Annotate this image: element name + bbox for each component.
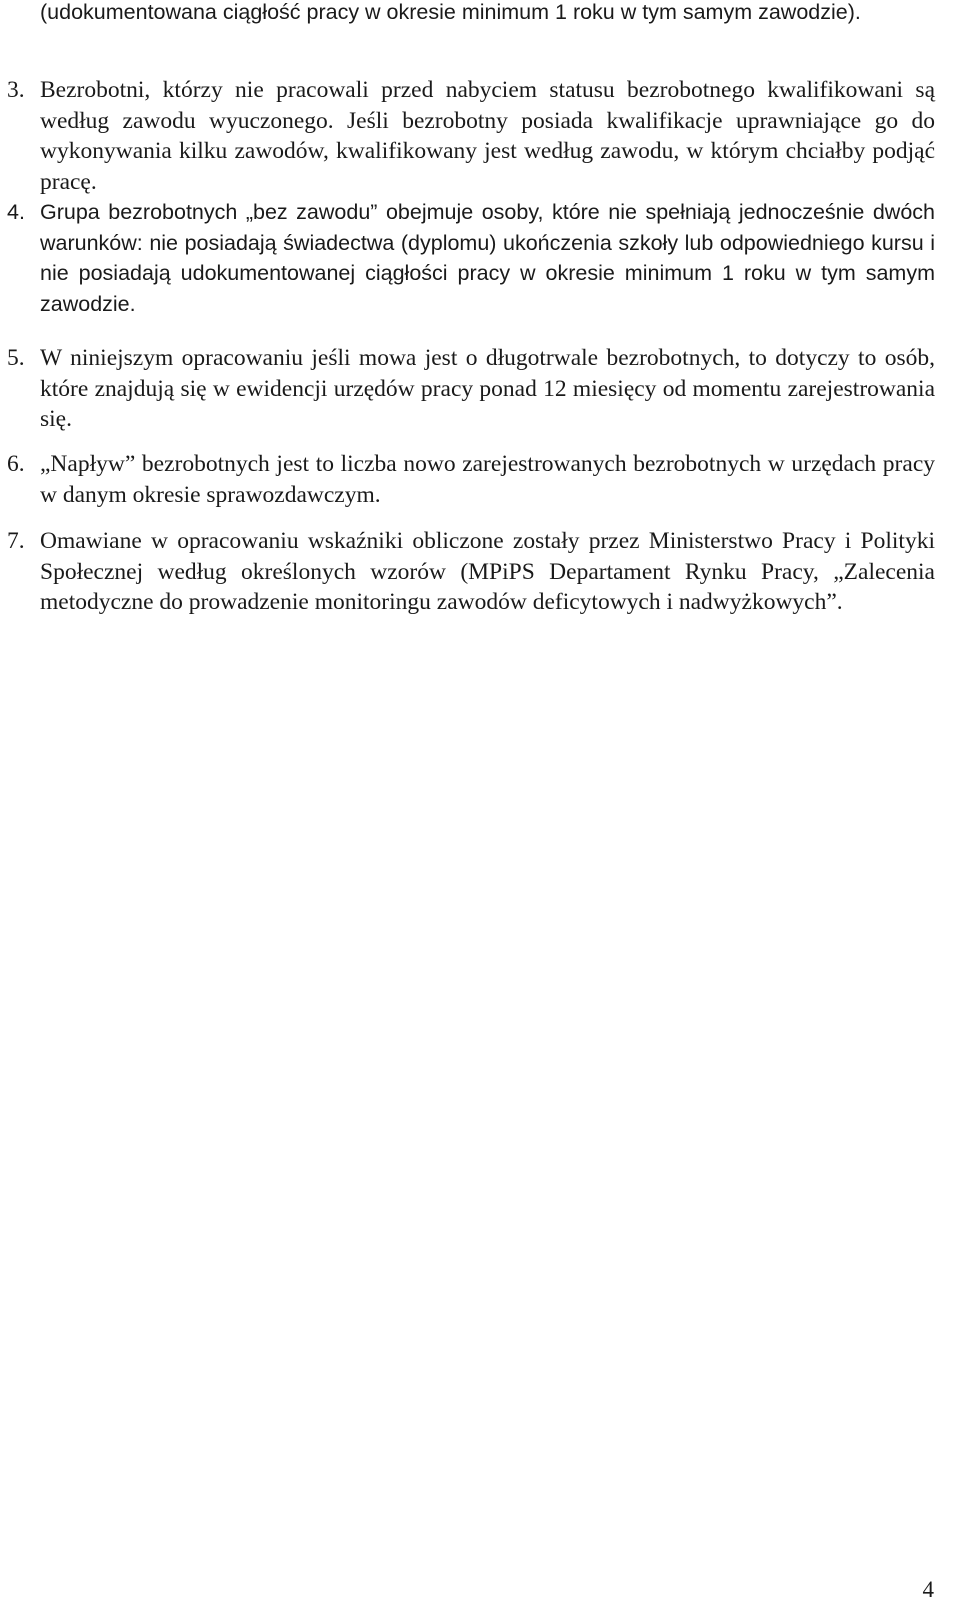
paragraph-6: [7, 449, 935, 510]
paragraph-text: Omawiane w opracowaniu wskaźniki obliczone zostały przez Ministerstwo Pracy i Polityki Społecznej według określonych wzorów (MPiPS Departament Rynku Pracy, „Zalecenia metodyczne do prowadzenie monitoringu zawodów deficytowych i nadwyżkowych”.: [40, 528, 935, 616]
paragraph-3: [7, 75, 935, 197]
paragraph-5: [7, 343, 935, 435]
paragraph-text: (udokumentowana ciągłość pracy w okresie minimum 1 roku w tym samym zawodzie).: [40, 0, 861, 24]
paragraph-number: 5.: [7, 345, 25, 371]
paragraph-continuation: [40, 0, 935, 28]
paragraph-number: 3.: [7, 77, 25, 103]
paragraph-number: 7.: [7, 528, 25, 554]
paragraph-7: [7, 526, 935, 618]
paragraph-number: 4.: [7, 200, 25, 224]
paragraph-text: Bezrobotni, którzy nie pracowali przed nabyciem statusu bezrobotnego kwalifikowani są według zawodu wyuczonego. Jeśli bezrobotny posiada kwalifikacje uprawniające go do wykonywania kilku zawodów, kwalifikowany jest według zawodu, w którym chciałby podjąć pracę.: [40, 77, 935, 195]
paragraph-number: 6.: [7, 451, 25, 477]
page-number: 4: [922, 1577, 934, 1602]
paragraph-4: [7, 197, 935, 319]
paragraph-text: Grupa bezrobotnych „bez zawodu” obejmuje osoby, które nie spełniają jednocześnie dwóch warunków: nie posiadają świadectwa (dyplomu) ukończenia szkoły lub odpowiedniego kursu i nie posiadają udokumentowanej ciągłości pracy w okresie minimum 1 roku w tym samym zawodzie.: [40, 200, 935, 316]
paragraph-text: W niniejszym opracowaniu jeśli mowa jest o długotrwale bezrobotnych, to dotyczy to osób, które znajdują się w ewidencji urzędów pracy ponad 12 miesięcy od momentu zarejestrowania się.: [40, 345, 935, 433]
paragraph-text: „Napływ” bezrobotnych jest to liczba nowo zarejestrowanych bezrobotnych w urzędach pracy w danym okresie sprawozdawczym.: [40, 451, 935, 508]
